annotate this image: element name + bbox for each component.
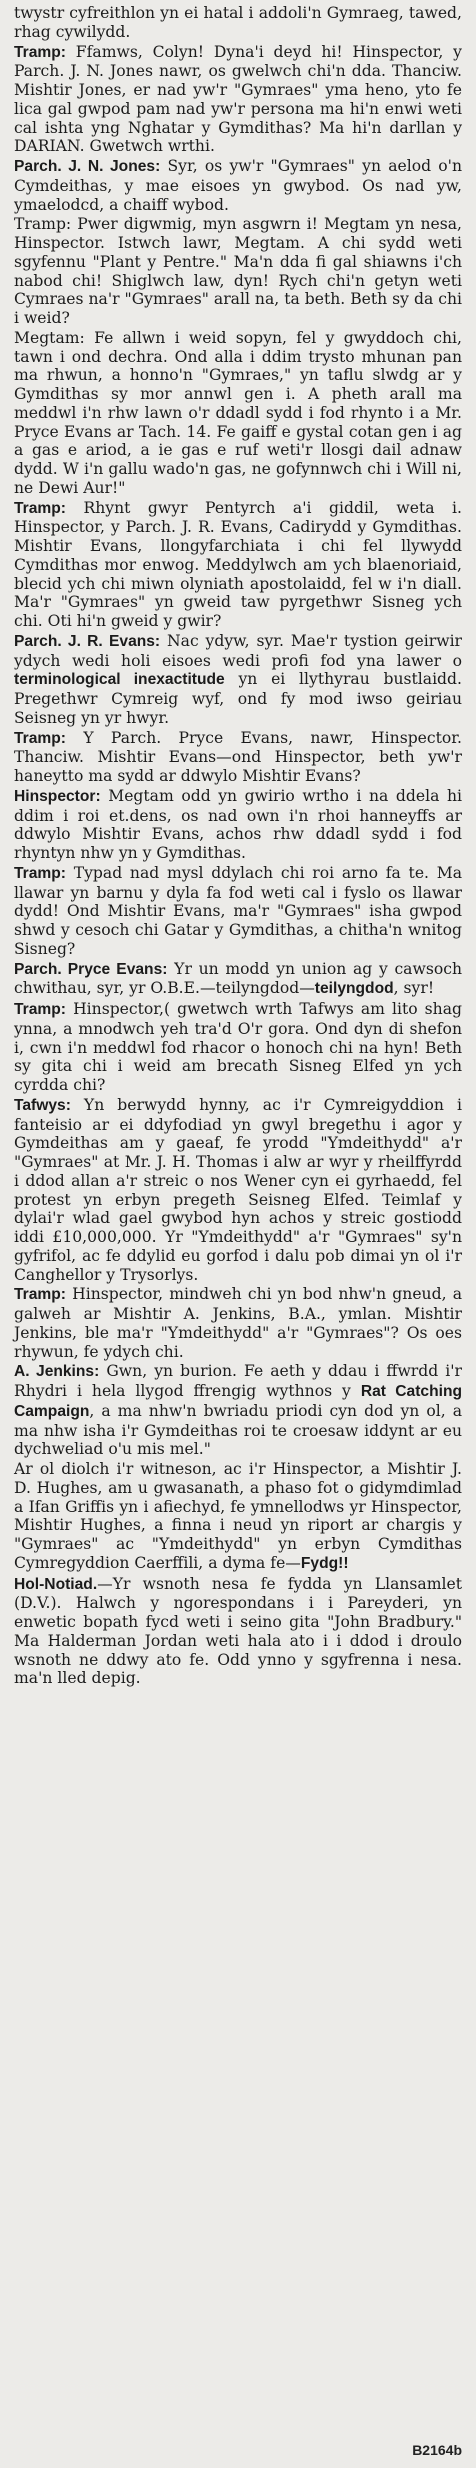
reference-code: B2164b	[412, 2442, 462, 2458]
bold-run: Parch. J. N. Jones:	[14, 158, 161, 175]
article-paragraph	[14, 632, 462, 728]
text-run: Megtam odd yn gwirio wrtho i na ddela hi ddim i roi et.dens, os nad own i'n rhoi hanneyffs ar ddwylo Mishtir Evans, achos rhw ddadl sydd i fod rhyntyn nhw yn y Gymdithas.	[14, 786, 462, 862]
bold-run: Rat Catching Campaign	[14, 1383, 462, 1420]
article-paragraph	[14, 1096, 462, 1285]
text-run: yn ei llythyrau bustlaidd. Pregethwr Cymreig wyf, ond fy mod iwso geiriau Seisneg yn yr hwyr.	[14, 670, 462, 727]
text-run: Rhynt gwyr Pentyrch a'i giddil, weta i. Hinspector, y Parch. J. R. Evans, Cadirydd y Gymdithas. Mishtir Evans, llongyfarchiata i chi fel llywydd Cymdithas mor enwog. Meddylwch am ych blaenoriaid, blecid ych chi miwn olyniath apostolaidd, fel w i'n diall. Ma'r "Gymraes" yn gweid taw pyrgethwr Sisneg ych chi. Oti hi'n gweid y gwir?	[14, 498, 462, 630]
text-run: Tramp: Pwer digwmig, myn asgwrn i! Megtam yn nesa, Hinspector. Istwch lawr, Megtam. A chi sydd weti sgyfennu "Plant y Pentre." Ma'n dda fi gal shiawns i'ch nabod chi! Shiglwch law, dyn! Rych chi'n getyn weti Cymraes na'r "Gymraes" arall na, ta beth. Beth sy da chi i weid?	[14, 215, 462, 327]
article-paragraph	[14, 499, 462, 631]
text-run: twystr cyfreithlon yn ei hatal i addoli'n Gymraeg, tawed, rhag cywilydd.	[14, 4, 462, 41]
bold-run: Hinspector:	[14, 787, 101, 805]
article-paragraph	[14, 1000, 462, 1095]
bold-run: Tramp:	[14, 864, 66, 882]
article-paragraph	[14, 1285, 462, 1361]
article-paragraph	[14, 1362, 462, 1459]
article-paragraph	[14, 1575, 462, 1689]
bold-run: Tramp:	[14, 729, 66, 747]
bold-run: Tramp:	[14, 1001, 66, 1018]
bold-run: Tramp:	[14, 1286, 66, 1304]
article-paragraph	[14, 1460, 462, 1574]
text-run: Yr un modd yn union ag y cawsoch chwithau, syr, yr O.B.E.—teilyngdod—	[14, 959, 462, 998]
article-paragraph	[14, 4, 462, 42]
text-run: —Yr wsnoth nesa fe fydda yn Llansamlet (D.V.). Halwch y ngorespondans i i Pareyderi, yn enwetic bopath fycd weti i seino gita "John Bradbury." Ma Halderman Jordan weti hala ato i i ddod i droulo wsnoth ne ddwy ato fe. Odd ynno y sgyfrenna i nesa. ma'n lled depig.	[14, 1574, 462, 1688]
article-paragraph	[14, 864, 462, 959]
text-run: Ar ol diolch i'r witneson, ac i'r Hinspector, a Mishtir J. D. Hughes, am u gwasanath, a phaso fot o gidymdimlad a Ifan Griffis yn i afiechyd, fe ymnellodws yr Hinspector, Mishtir Hughes, a finna i neud yn riport ar chargis y "Gymraes" ac "Ymdeithydd" yn erbyn Cymdithas Cymregyddion Caerffili, a dyma fe—	[14, 1460, 462, 1572]
bold-run: Hol-Notiad.	[14, 1575, 98, 1593]
bold-run: Fydg!!	[300, 1554, 349, 1572]
text-run: Ffamws, Colyn! Dyna'i deyd hi! Hinspector, y Parch. J. N. Jones nawr, os gwelwch chi'n dda. Thanciw. Mishtir Jones, er nad yw'r "Gymraes" yma heno, yto fe lica gal gwpod pam nad yw'r persona ma hi'n enwi weti cal ishta yng Nghatar y Gymdithas? Ma hi'n darllan y DARIAN. Gwetwch wrthi.	[14, 42, 462, 156]
text-run: Typad nad mysl ddylach chi roi arno fa te. Ma llawar yn barnu y dyla fa fod weti cal i fyslo os llawar dydd! Ond Mishtir Evans, ma'r "Gymraes" isha gwpod shwd y cesoch chi Gatar y Gymdithas, a chitha'n wnitog Sisneg?	[14, 863, 462, 958]
text-run: Yn berwydd hynny, ac i'r Cymreigyddion i fanteisio ar ei ddyfodiad yn gwyl bregethu i agor y Gymdeithas am y gaeaf, fe yrodd "Ymdeithydd" a'r "Gymraes" at Mr. J. H. Thomas i alw ar wyr y rheilffyrdd i ddod allan a'r streic o nos Wener cyn ei gyrhaedd, fel protest yn erbyn pregeth Seisneg Elfed. Teimlaf y dylai'r wlad gael gwybod hyn achos y streic gostiodd iddi £10,000,000. Yr "Ymdeithydd" a'r "Gymraes" sy'n gyfrifol, ac fe ddylid eu gorfod i dalu pob dimai yn ol i'r Canghellor y Trysorlys.	[14, 1095, 462, 1284]
article-paragraph	[14, 960, 462, 1000]
article-paragraph	[14, 329, 462, 498]
article-paragraph	[14, 43, 462, 157]
bold-run: Tramp:	[14, 499, 66, 517]
bold-run: Parch. J. R. Evans:	[14, 632, 161, 650]
text-run: Y Parch. Pryce Evans, nawr, Hinspector. Thanciw. Mishtir Evans—ond Hinspector, beth yw'r haneytto ma sydd ar ddwylo Mishtir Evans?	[14, 728, 462, 785]
article-paragraph	[14, 787, 462, 863]
bold-run: Parch. Pryce Evans:	[14, 960, 168, 978]
text-run: Syr, os yw'r "Gymraes" yn aelod o'n Cymdeithas, y mae eisoes yn gwybod. Os nad yw, ymaelodcd, a chaiff wybod.	[14, 157, 462, 214]
text-run: , syr!	[393, 979, 435, 998]
article-paragraph	[14, 215, 462, 328]
article-body	[14, 4, 462, 1688]
text-run: Hinspector,( gwetwch wrth Tafwys am lito shag ynna, a mnodwch yeh tra'd O'r gora. Ond dyn di shefon i, cwn i'n meddwl fod rhacor o honoch chi na hyn! Beth sy gita chi i weid am brecath Sisneg Elfed yn ych cyrdda chi?	[14, 1000, 462, 1094]
bold-run: Tramp:	[14, 43, 66, 61]
text-run: Gwn, yn burion. Fe aeth y ddau i ffwrdd i'r Rhydri i hela llygod ffrengig wythnos y	[14, 1362, 462, 1400]
text-run: , a ma nhw'n bwriadu priodi cyn dod yn ol, a ma nhw isha i'r Gymdeithas roi te croesaw iddynt ar eu dychweliad o'u mis mel."	[14, 1401, 462, 1459]
text-run: Megtam: Fe allwn i weid sopyn, fel y gwyddoch chi, tawn i ond dechra. Ond alla i ddim trysto mhunan pan ma rhwun, a honno'n "Gymraes," yn taflu slwdg ar y Gymdithas sy mor annwl gen i. A pheth arall ma meddwl i'n rhw lawn o'r ddadl sydd i fod rhynto i a Mr. Pryce Evans ar Tach. 14. Fe gaiff e gystal cotan gen i ag a gas e ariod, a ie gas e ruf weti'r llosgi dail adnaw dydd. W i'n gallu wado'n gas, ne gofynnwch chi i Will ni, ne Dewi Aur!"	[14, 328, 462, 497]
bold-run: A. Jenkins:	[14, 1363, 100, 1381]
bold-run: Tafwys:	[14, 1096, 71, 1114]
article-paragraph	[14, 729, 462, 786]
bold-run: teilyngdod	[314, 980, 394, 998]
article-paragraph	[14, 157, 462, 214]
text-run: Hinspector, mindweh chi yn bod nhw'n gneud, a galweh ar Mishtir A. Jenkins, B.A., ymlan. Mishtir Jenkins, ble ma'r "Ymdeithydd" a'r "Gymraes"? Os oes rhywun, fe ydych chi.	[14, 1285, 462, 1361]
bold-run: terminological inexactitude	[14, 671, 225, 689]
text-run: Nac ydyw, syr. Mae'r tystion geirwir ydych wedi holi eisoes wedi profi fod yna lawer o	[14, 631, 463, 670]
